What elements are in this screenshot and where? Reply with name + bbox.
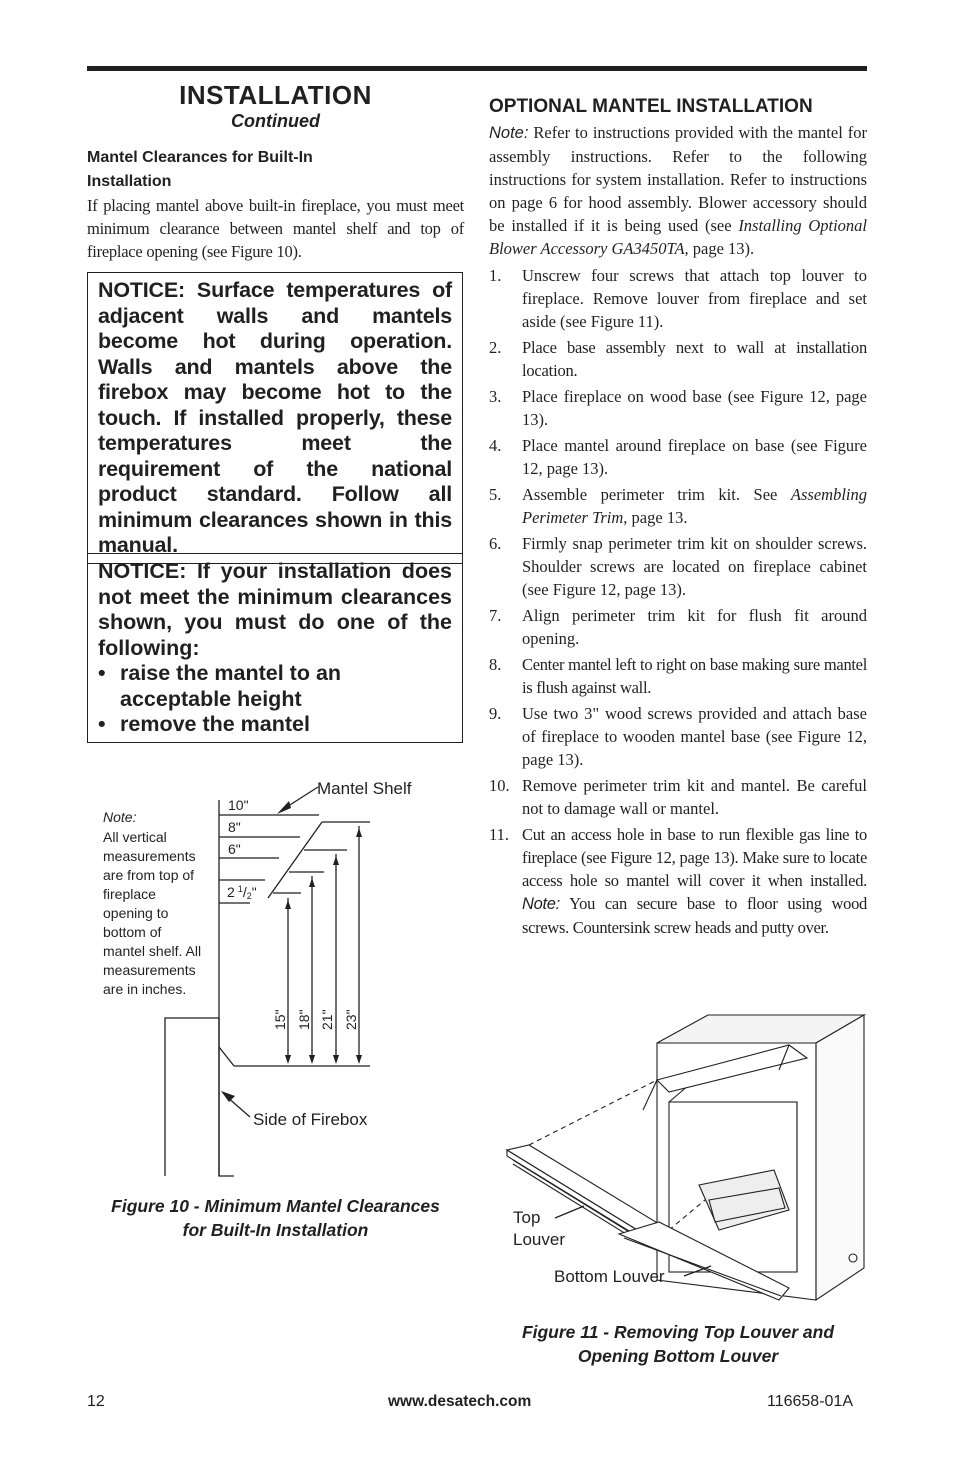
bullet-mark: • [98,661,106,685]
step-number: 10. [489,776,510,795]
step-item [489,823,867,939]
step-item [489,653,867,699]
step-text: Place mantel around fireplace on base (see Figure 12, page 13). [522,436,867,478]
figure-10-diagram [90,770,460,1190]
step-item [489,336,867,382]
step-item [489,604,867,650]
caption-line: Opening Bottom Louver [577,1346,779,1366]
note-line: mantel shelf. All [103,943,202,959]
note-line: opening to [103,905,169,921]
note-label: Note: [522,895,560,913]
arrow-head [356,828,362,837]
step-text [522,483,867,529]
bullet-text: remove the mantel [120,712,310,736]
note-line: bottom of [103,924,162,940]
left-column [87,80,464,263]
step-text-b: page 13. [627,508,688,527]
step-number: 5. [489,485,502,504]
intro-text-a: Refer to instructions provided with the mantel for assembly instructions. Refer to the following instructions for system installation. Refer to instructions on page 6 for hood assembly. Blower accessory should be installed if it is being used (see [489,123,868,235]
notice2-bullet-2 [98,712,452,738]
arrow-head [221,1091,235,1102]
step-item [489,774,867,820]
motion-dash [529,1080,657,1145]
notice2-intro: NOTICE: If your installation does not meet the minimum clearances shown, you must do one of the following: [98,559,452,660]
step-number: 4. [489,436,502,455]
step-text: Center mantel left to right on base making sure mantel is flush against wall. [522,655,867,697]
bottom-louver-leader [684,1266,711,1276]
opening-corner [219,1047,234,1066]
caption-line: for Built-In Installation [182,1220,369,1240]
intro-text-b: page 13). [688,239,755,258]
figure-11-caption [489,1320,867,1368]
step-text-a: Assemble perimeter trim kit. See [522,485,791,504]
arrow-head [333,1055,339,1064]
right-column [489,80,867,942]
step-item [489,385,867,431]
step-number: 6. [489,534,502,553]
figure-10-caption [87,1194,464,1242]
section-subtitle: Continued [231,111,320,131]
bottom-louver-label: Bottom Louver [554,1267,665,1286]
arrow-head [309,1055,315,1064]
step-text [522,823,867,939]
arrow-head [285,900,291,909]
note-line: are in inches. [103,981,187,997]
step-number: 11. [489,825,510,844]
step-item [489,532,867,601]
note-line: fireplace [103,886,156,902]
height-label-18: 18" [296,1009,312,1030]
installation-steps [489,264,867,939]
top-louver-label-1: Top [513,1208,541,1227]
step-text: Use two 3" wood screws provided and attach base of fireplace to wooden mantel base (see Figure 12, page 13). [522,704,867,769]
height-label-15: 15" [272,1009,288,1030]
step-number: 7. [489,606,502,625]
depth-label-8: 8" [228,819,241,835]
depth-label-2-5: 2 $^1$/2" [227,884,257,901]
top-louver-leader [555,1206,584,1218]
bottom-louver [619,1222,789,1300]
document-number: 116658-01A [767,1393,853,1410]
arrow-head [285,1055,291,1064]
flap-edge [643,1080,657,1110]
side-firebox-label: Side of Firebox [253,1110,368,1129]
website-link[interactable]: www.desatech.com [388,1393,532,1410]
arrow-head [277,801,291,814]
step-item [489,483,867,529]
top-rule [87,66,867,71]
burner-assembly [699,1170,789,1230]
step-item [489,434,867,480]
caption-line: Figure 10 - Minimum Mantel Clearances [111,1196,440,1216]
step-text: Firmly snap perimeter trim kit on shoulder screws. Shoulder screws are located on fireplace cabinet (see Figure 12, page 13). [522,534,867,599]
step-number: 8. [489,655,502,674]
wall-outline [165,1018,234,1176]
step-text: Place base assembly next to wall at installation location. [522,338,867,380]
arrow-head [333,856,339,865]
figure-11-diagram [489,1010,869,1310]
step-number: 1. [489,266,502,285]
step-item [489,702,867,771]
subheading-mantel-clearances: Mantel Clearances for Built-In Installation [87,149,313,190]
mantel-shelf-label: Mantel Shelf [317,779,412,798]
intro-italic: Installing Optional Blower Accessory GA3450TA, [489,216,867,258]
caption-line: Figure 11 - Removing Top Louver and [521,1322,835,1342]
top-louver-label-2: Louver [513,1230,565,1249]
top-louver-face [507,1150,647,1242]
height-label-21: 21" [319,1009,335,1030]
bullet-mark: • [98,712,106,736]
top-louver-flap [657,1045,807,1092]
step-text: Align perimeter trim kit for flush fit around opening. [522,606,867,648]
arrow-head [309,878,315,887]
step-text: Place fireplace on wood base (see Figure 12, page 13). [522,387,867,429]
note-line: measurements [103,848,196,864]
notice-minimum-clearances [87,553,463,743]
step-text: Unscrew four screws that attach top louver to fireplace. Remove louver from fireplace and set aside (see Figure 11). [522,266,867,331]
step-number: 2. [489,338,502,357]
step-text-italic: Assembling Perimeter Trim, [522,485,867,527]
step-text-a: Cut an access hole in base to run flexible gas line to fireplace (see Figure 12, page 13). Make sure to locate access hole so mantel will cover it when installed. [522,825,867,890]
page-number: 12 [87,1393,105,1410]
step-number: 9. [489,704,502,723]
note-label: Note: [489,124,529,142]
step-number: 3. [489,387,502,406]
note-line: All vertical [103,829,167,845]
arrow-head [356,1055,362,1064]
depth-label-6: 6" [228,841,241,857]
notice-surface-temperatures: NOTICE: Surface temperatures of adjacent walls and mantels become hot during operation. Walls and mantels above the firebox may become hot to the touch. If installed properly, these temperatures meet the requirement of the national product standard. Follow all minimum clearances shown in this manual. [87,272,463,564]
note-line: are from top of [103,867,195,883]
depth-label-10: 10" [228,797,249,813]
step-item [489,264,867,333]
step-text: Remove perimeter trim kit and mantel. Be careful not to damage wall or mantel. [522,776,867,818]
step-text-b: You can secure base to floor using wood screws. Countersink screw heads and putty over. [522,894,867,937]
note-line: measurements [103,962,196,978]
bullet-text: raise the mantel to an acceptable height [120,661,342,711]
clearance-paragraph: If placing mantel above built-in fireplace, you must meet minimum clearance between mantel shelf and top of fireplace opening (see Figure 10). [87,196,464,261]
optional-mantel-heading: OPTIONAL MANTEL INSTALLATION [489,96,813,117]
height-label-23: 23" [343,1009,359,1030]
section-title: INSTALLATION [179,80,372,110]
note-title: Note: [103,809,137,825]
notice2-bullet-1 [98,661,452,712]
intro-paragraph [489,121,867,260]
